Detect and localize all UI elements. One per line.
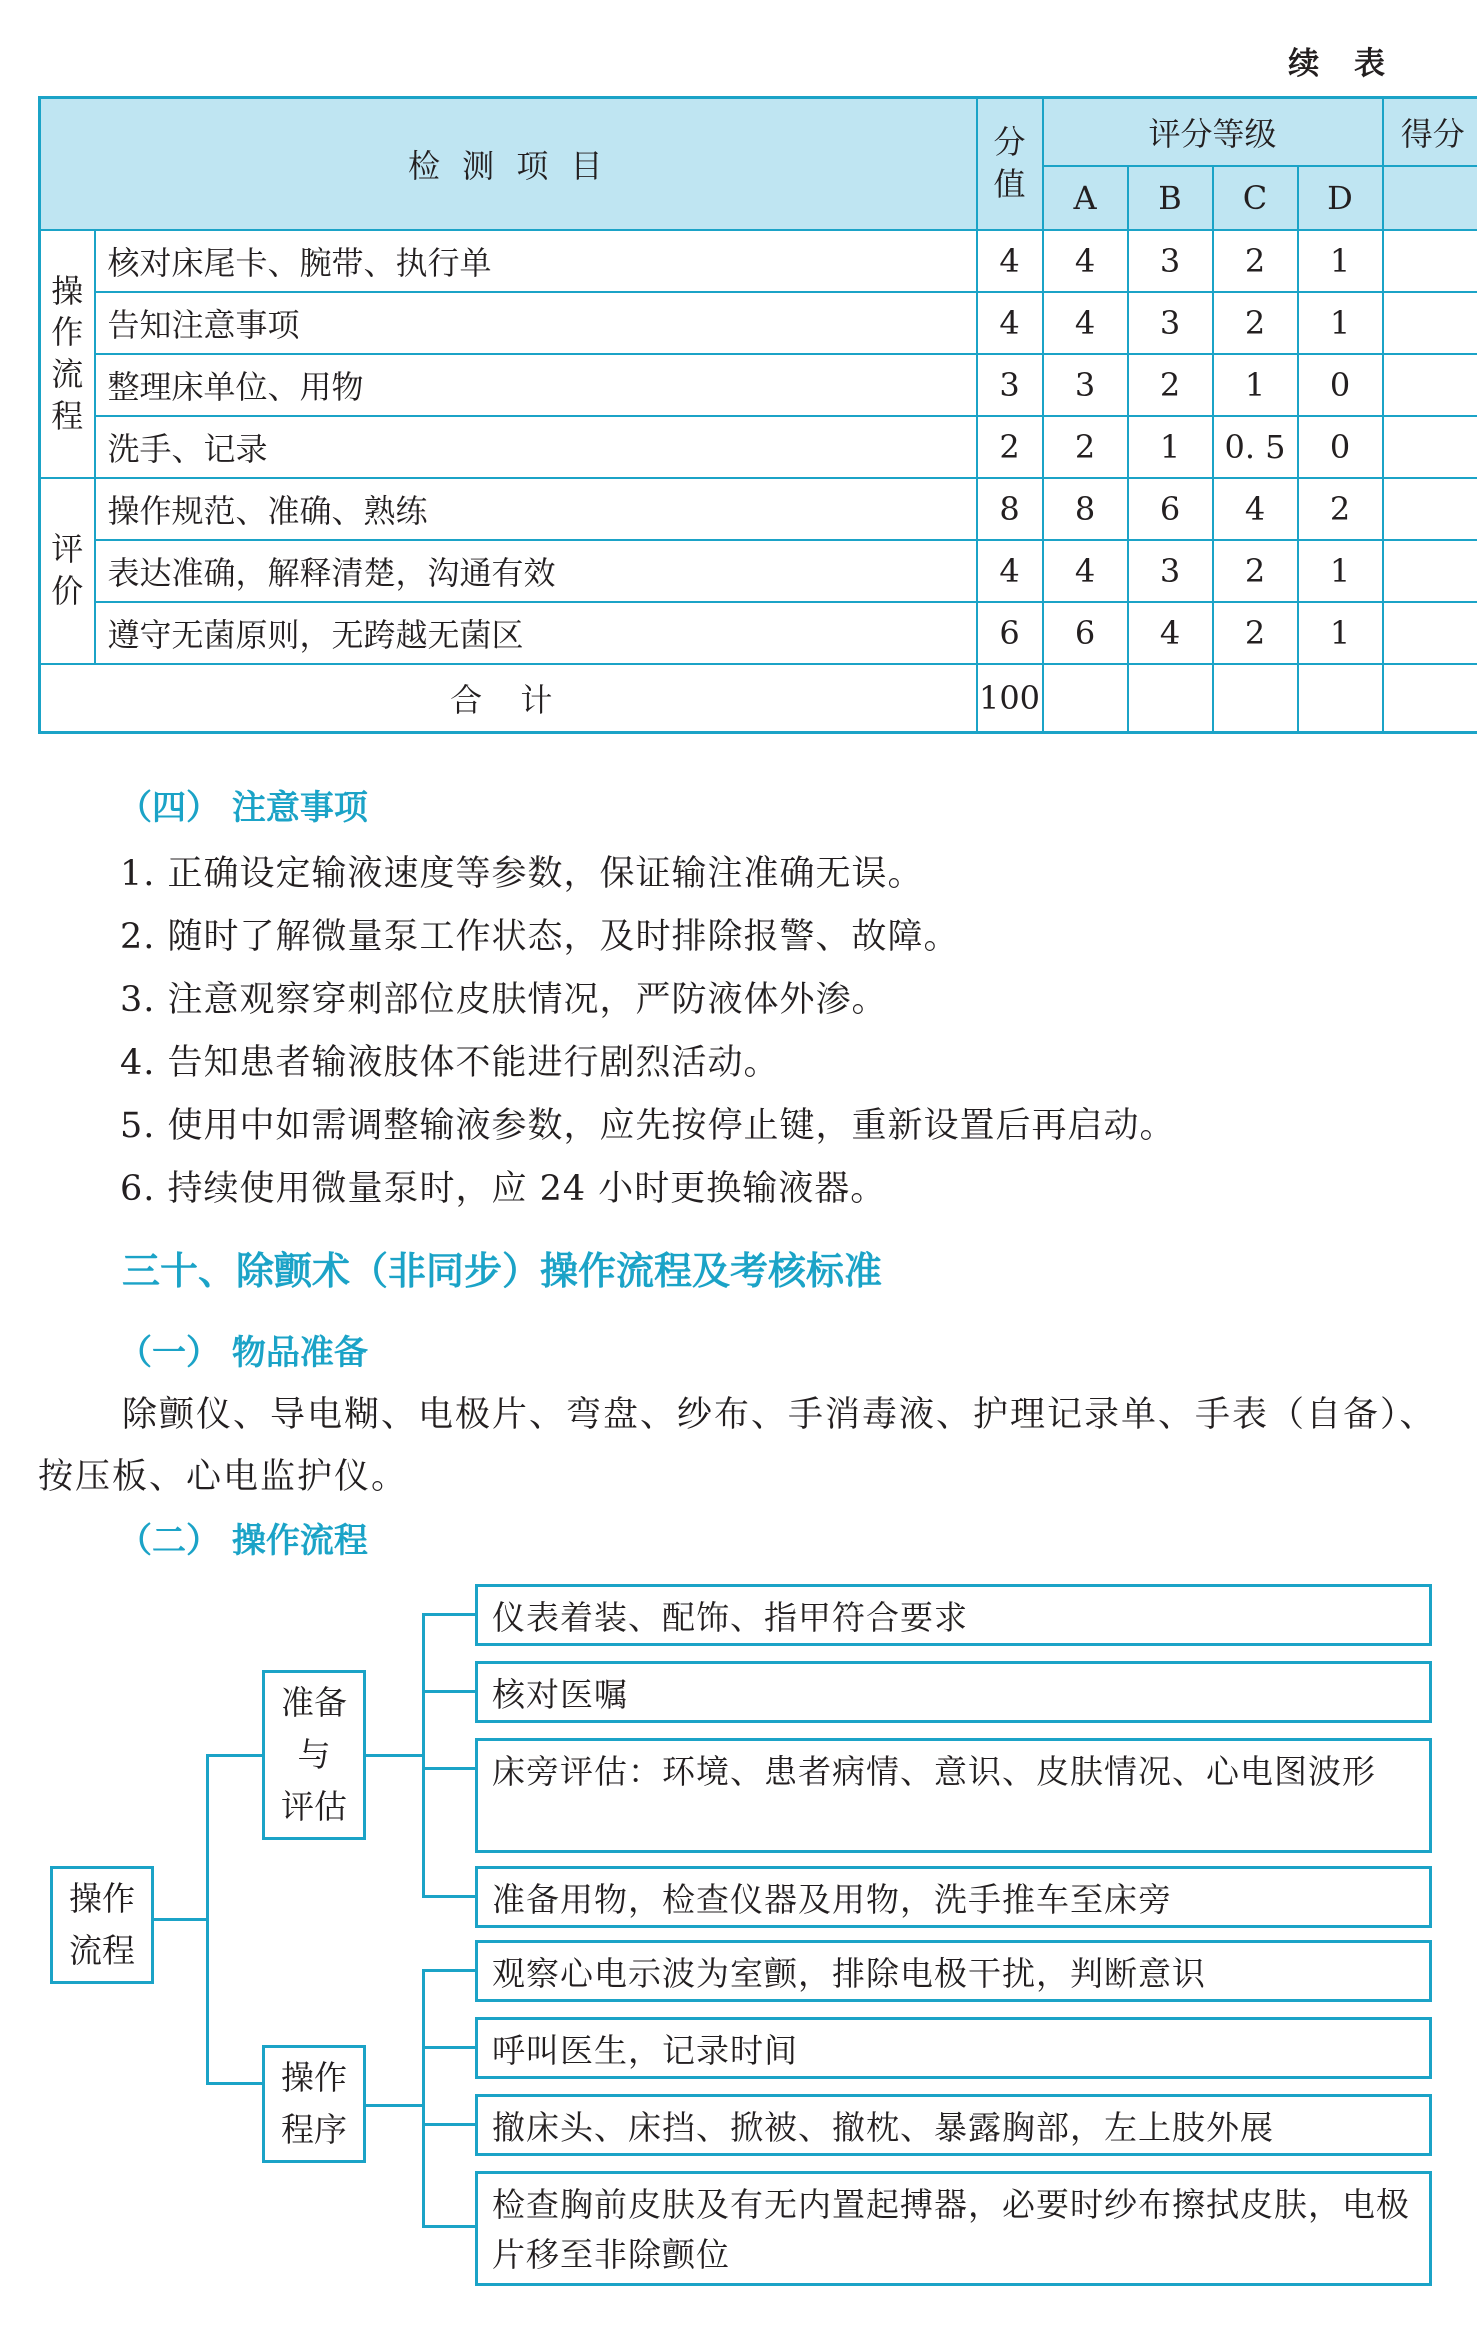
row-item: 表达准确，解释清楚，沟通有效 [95,540,977,602]
connector [422,1969,475,1972]
flow-step: 撤床头、床挡、掀被、撤枕、暴露胸部，左上肢外展 [475,2094,1432,2156]
header-score [977,98,1043,231]
table-row [40,478,1477,540]
table-row [40,292,1477,354]
note-item: 6. 持续使用微量泵时，应 24 小时更换输液器。 [120,1169,887,1209]
flow-branch-line: 程序 [281,2110,347,2149]
total-label: 合 计 [40,664,977,733]
flow-branch-line: 准备 [281,1683,347,1722]
connector [206,1754,262,1757]
continued-label: 续 表 [1288,46,1397,82]
total-score: 100 [977,664,1043,733]
row-d: 2 [1298,478,1383,540]
row-score: 4 [977,292,1043,354]
row-c: 2 [1213,602,1298,664]
section-title: 三十、除颤术（非同步）操作流程及考核标准 [122,1249,883,1293]
row-a: 8 [1043,478,1128,540]
row-c: 4 [1213,478,1298,540]
group-label-evaluation [40,478,95,664]
header-grade-d: D [1298,166,1383,230]
header-item: 检 测 项 目 [40,98,977,231]
connector [151,1918,206,1921]
header-obtained: 得分 [1383,98,1477,167]
score-table [38,96,1477,734]
header-grade-b: B [1128,166,1213,230]
connector [422,1613,475,1616]
table-row [40,602,1477,664]
flow-branch-line: 评估 [281,1787,347,1826]
connector [422,1969,425,2228]
connector [364,2104,425,2107]
row-d: 1 [1298,292,1383,354]
flow-root [50,1866,154,1984]
connector [422,2123,475,2126]
row-a: 4 [1043,230,1128,292]
row-d: 1 [1298,602,1383,664]
row-c: 2 [1213,230,1298,292]
notes-heading: （四） 注意事项 [118,788,368,828]
prep-heading: （一） 物品准备 [118,1333,368,1373]
row-a: 3 [1043,354,1128,416]
flow-branch-line: 与 [297,1735,331,1774]
connector [422,2225,475,2228]
header-grade-a: A [1043,166,1128,230]
row-obtained [1383,416,1477,478]
table-row [40,540,1477,602]
flow-heading: （二） 操作流程 [118,1521,368,1561]
flow-step: 床旁评估：环境、患者病情、意识、皮肤情况、心电图波形 [475,1738,1432,1853]
flow-branch-line: 操作 [281,2058,347,2097]
row-a: 2 [1043,416,1128,478]
row-score: 4 [977,230,1043,292]
header-obtained-blank [1383,166,1477,230]
header-grade: 评分等级 [1043,98,1383,167]
flow-step: 呼叫医生，记录时间 [475,2017,1432,2079]
note-item: 3. 注意观察穿刺部位皮肤情况，严防液体外渗。 [120,980,888,1020]
group-label-text: 操作流程 [51,271,84,435]
row-obtained [1383,354,1477,416]
header-score-text: 分值 [993,123,1026,203]
row-b: 4 [1128,602,1213,664]
connector [422,1895,475,1898]
note-item: 4. 告知患者输液肢体不能进行剧烈活动。 [120,1043,780,1083]
connector [422,1690,475,1693]
connector [422,1767,475,1770]
flow-step: 检查胸前皮肤及有无内置起搏器，必要时纱布擦拭皮肤，电极片移至非除颤位 [475,2171,1432,2286]
flow-branch-procedure [262,2045,366,2163]
prep-text: 除颤仪、导电糊、电极片、弯盘、纱布、手消毒液、护理记录单、手表（自备）、按压板、心电监护仪。 [38,1395,1437,1497]
row-b: 3 [1128,540,1213,602]
row-item: 核对床尾卡、腕带、执行单 [95,230,977,292]
row-a: 4 [1043,540,1128,602]
total-row [40,664,1477,733]
row-a: 4 [1043,292,1128,354]
row-b: 3 [1128,230,1213,292]
total-a [1043,664,1128,733]
row-score: 3 [977,354,1043,416]
row-obtained [1383,230,1477,292]
total-d [1298,664,1383,733]
row-obtained [1383,292,1477,354]
row-b: 2 [1128,354,1213,416]
row-item: 告知注意事项 [95,292,977,354]
row-d: 1 [1298,230,1383,292]
row-c: 0. 5 [1213,416,1298,478]
row-score: 4 [977,540,1043,602]
table-row [40,230,1477,292]
header-grade-c: C [1213,166,1298,230]
row-item: 遵守无菌原则，无跨越无菌区 [95,602,977,664]
note-item: 1. 正确设定输液速度等参数，保证输注准确无误。 [120,854,924,894]
row-item: 洗手、记录 [95,416,977,478]
row-item: 整理床单位、用物 [95,354,977,416]
note-item: 5. 使用中如需调整输液参数，应先按停止键，重新设置后再启动。 [120,1106,1176,1146]
group-label-text: 评价 [51,530,84,610]
row-item: 操作规范、准确、熟练 [95,478,977,540]
row-score: 8 [977,478,1043,540]
row-score: 2 [977,416,1043,478]
note-item: 2. 随时了解微量泵工作状态，及时排除报警、故障。 [120,917,960,957]
flow-step: 核对医嘱 [475,1661,1432,1723]
group-label-process [40,230,95,478]
row-b: 1 [1128,416,1213,478]
row-obtained [1383,540,1477,602]
connector [206,1754,209,2085]
row-c: 1 [1213,354,1298,416]
table-row [40,416,1477,478]
connector [422,1613,425,1898]
flow-root-line: 流程 [69,1931,135,1970]
table-row [40,354,1477,416]
row-a: 6 [1043,602,1128,664]
flow-step: 观察心电示波为室颤，排除电极干扰，判断意识 [475,1940,1432,2002]
row-score: 6 [977,602,1043,664]
row-obtained [1383,602,1477,664]
flow-branch-prep [262,1670,366,1840]
flow-step: 准备用物，检查仪器及用物，洗手推车至床旁 [475,1866,1432,1928]
total-obtained [1383,664,1477,733]
row-b: 3 [1128,292,1213,354]
connector [364,1754,425,1757]
row-obtained [1383,478,1477,540]
total-c [1213,664,1298,733]
flow-step: 仪表着装、配饰、指甲符合要求 [475,1584,1432,1646]
row-c: 2 [1213,540,1298,602]
row-d: 1 [1298,540,1383,602]
row-d: 0 [1298,354,1383,416]
flow-root-line: 操作 [69,1879,135,1918]
row-d: 0 [1298,416,1383,478]
row-b: 6 [1128,478,1213,540]
connector [206,2082,262,2085]
total-b [1128,664,1213,733]
connector [422,2046,475,2049]
row-c: 2 [1213,292,1298,354]
